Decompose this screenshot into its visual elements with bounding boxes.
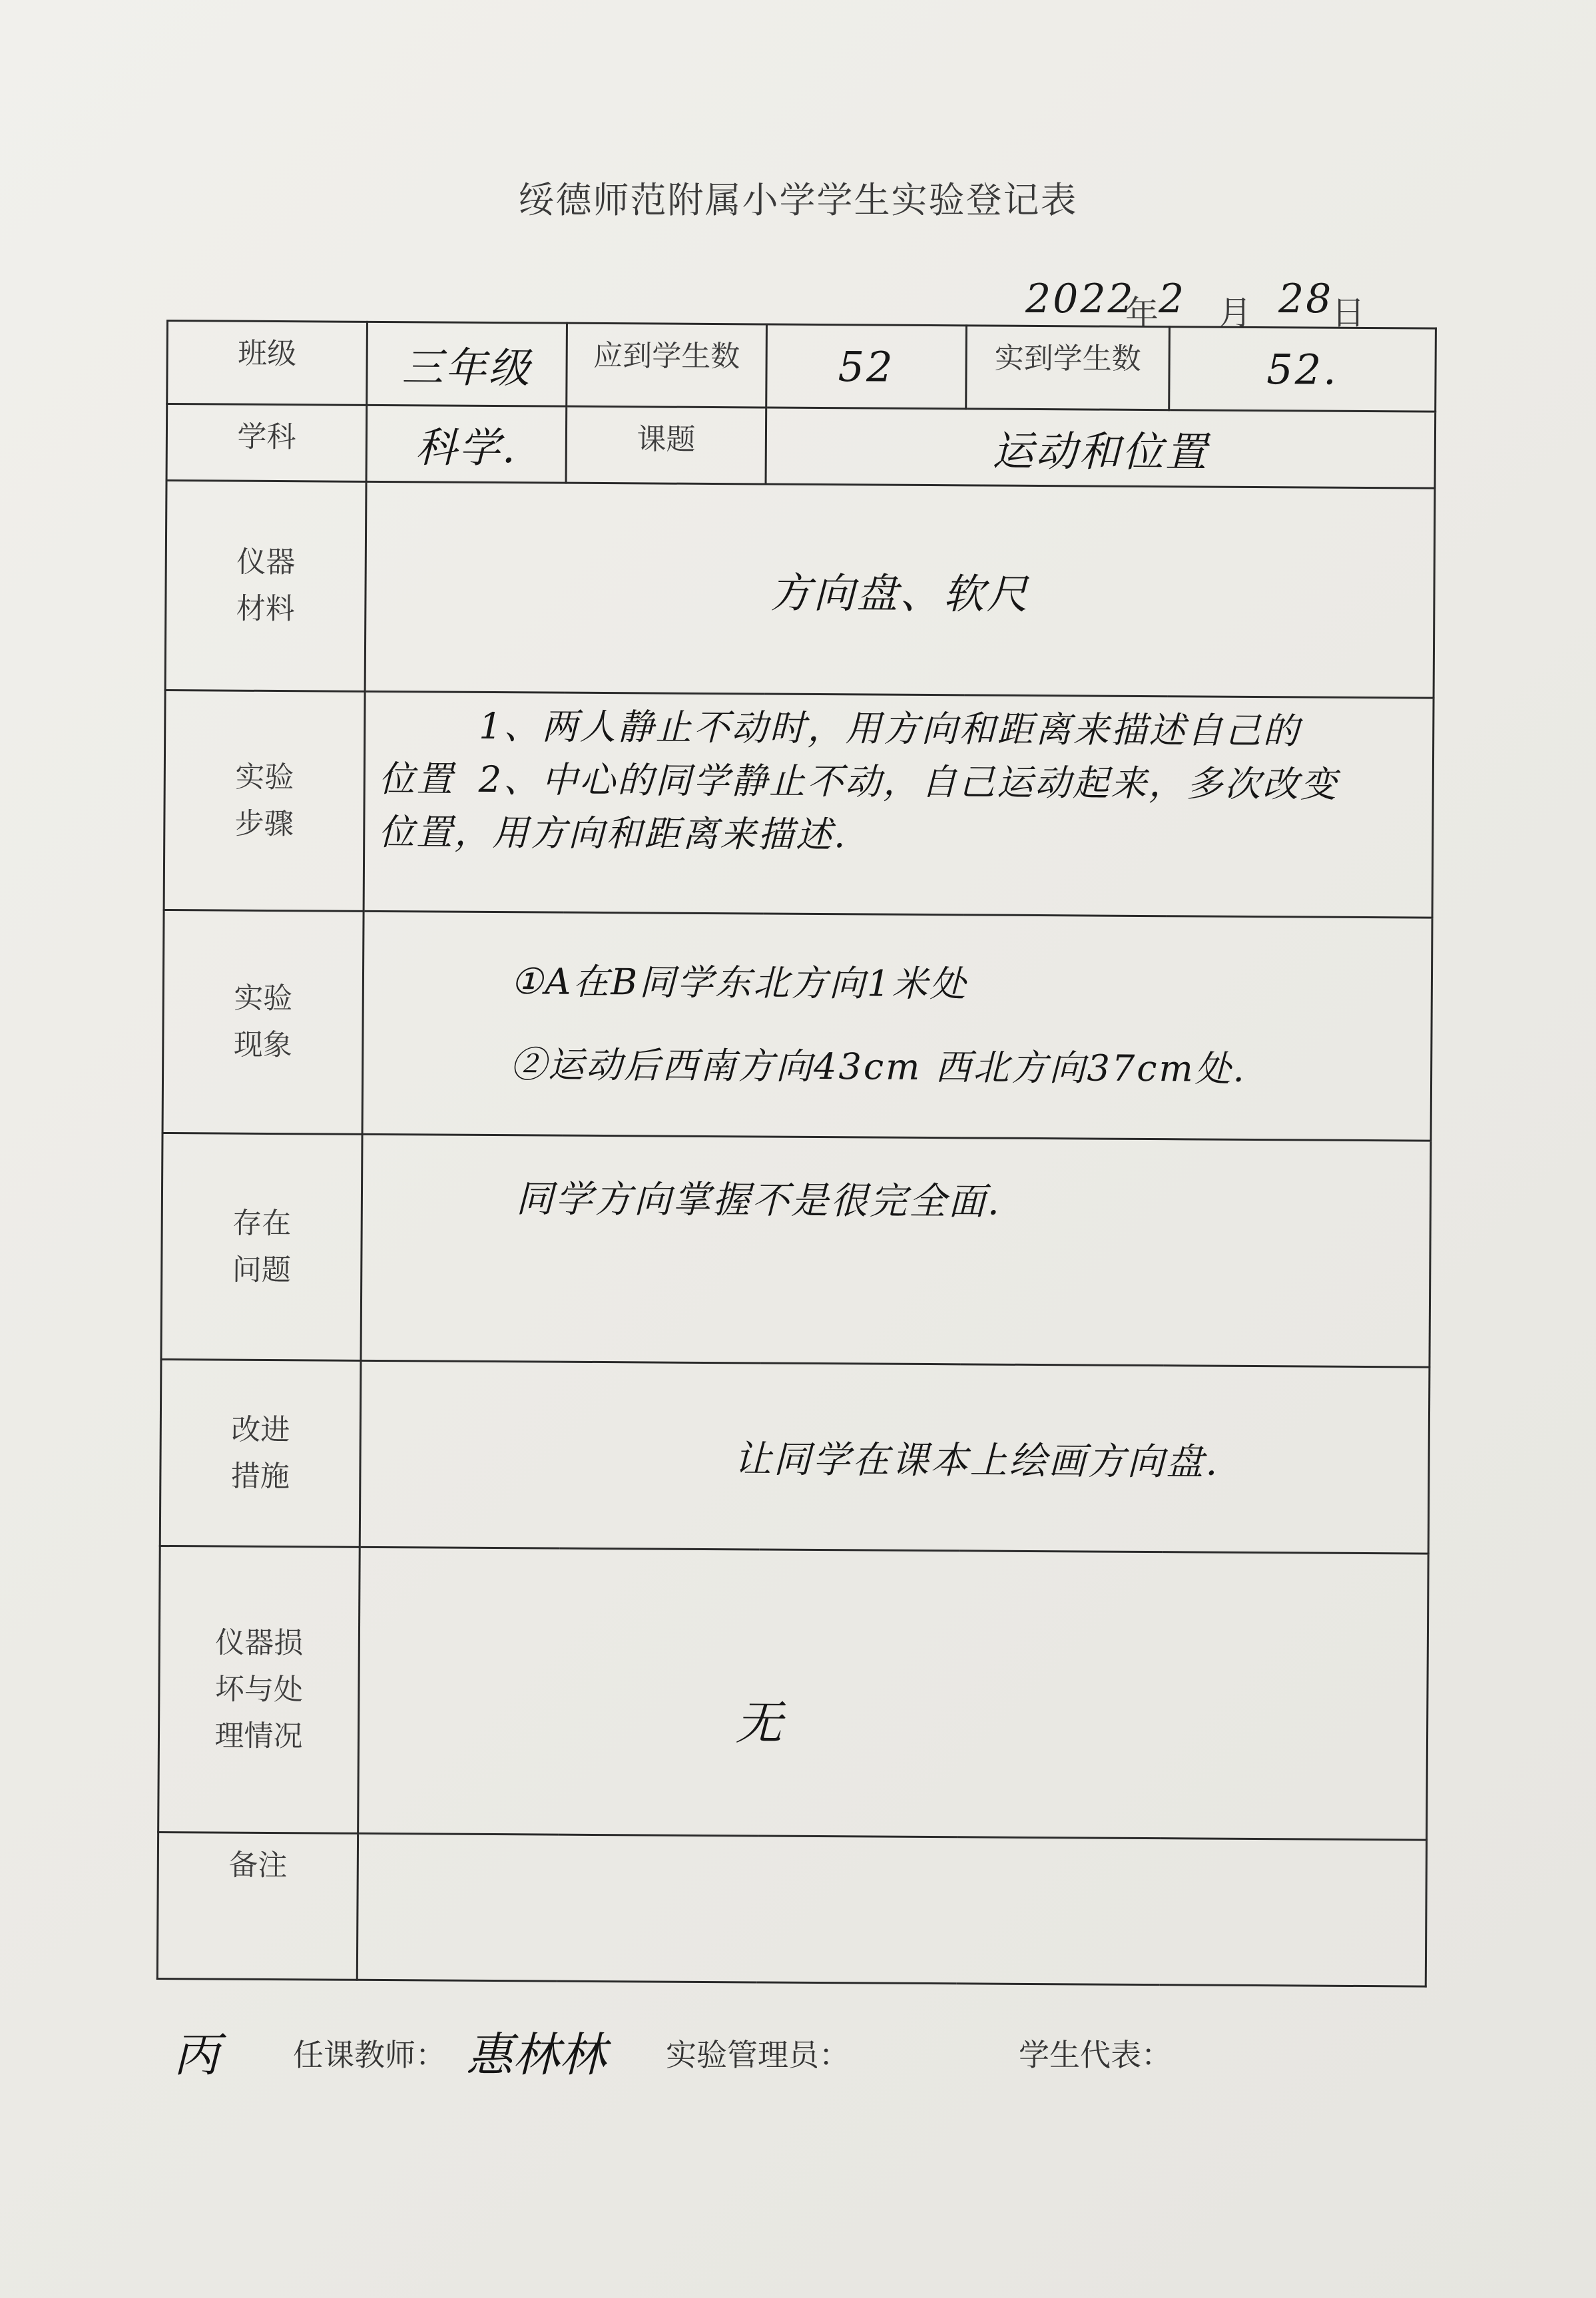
signature-footer <box>0 2004 1596 2111</box>
footer-mark: 丙 <box>173 2028 220 2082</box>
row-improvement <box>160 1359 1430 1554</box>
steps-label-text: 实验步骤 <box>234 760 294 841</box>
student-label: 学生代表： <box>1019 2037 1172 2073</box>
date-month: 2 <box>1159 276 1187 322</box>
steps-line-2: 位置 <box>378 757 455 800</box>
steps-label <box>164 690 365 911</box>
teacher-label: 任课教师： <box>293 2037 446 2073</box>
remarks-label: 备注 <box>157 1832 358 1980</box>
date-year: 2022 <box>1025 276 1135 322</box>
phenomenon-line-1: ①A在B同学东北方向1米处 <box>510 960 968 1005</box>
form-title: 绥德师范附属小学学生实验登记表 <box>518 179 1078 221</box>
date-row <box>1025 273 1372 333</box>
phenomenon-line-2: ②运动后西南方向43cm 西北方向37cm处. <box>509 1043 1247 1090</box>
steps-line-4: 位置，用方向和距离来描述. <box>378 810 848 856</box>
row-damage <box>158 1546 1429 1840</box>
improvement-label-text: 改进措施 <box>230 1412 290 1494</box>
row-materials <box>165 481 1435 699</box>
date-year-label: 年 <box>1125 294 1159 332</box>
improvement-value: 让同学在课本上绘画方向盘. <box>360 1360 1430 1554</box>
damage-label-text: 仪器损坏与处理情况 <box>214 1625 304 1753</box>
steps-line-3: 2、中心的同学静止不动，自己运动起来，多次改变 <box>478 758 1339 806</box>
date-day: 28 <box>1278 276 1334 322</box>
actual-label: 实到学生数 <box>966 326 1170 410</box>
row-steps <box>164 690 1434 918</box>
materials-label <box>165 481 366 692</box>
row-remarks <box>157 1832 1426 1986</box>
problems-label-text: 存在问题 <box>232 1206 292 1287</box>
actual-value: 52. <box>1169 327 1436 412</box>
steps-value <box>364 691 1434 918</box>
expected-label: 应到学生数 <box>567 323 767 408</box>
class-value: 三年级 <box>367 322 567 406</box>
problems-label <box>161 1133 362 1360</box>
teacher-signature: 惠林林 <box>466 2028 606 2082</box>
damage-label <box>158 1546 360 1833</box>
damage-value: 无 <box>358 1547 1429 1840</box>
steps-line-2-3 <box>379 752 1419 812</box>
remarks-value <box>357 1833 1426 1986</box>
problems-value: 同学方向掌握不是很完全面. <box>361 1134 1431 1367</box>
phenomenon-label-text: 实验现象 <box>233 981 293 1063</box>
materials-value: 方向盘、软尺 <box>365 481 1435 698</box>
phenomenon-value <box>362 911 1432 1141</box>
materials-label-text: 仪器材料 <box>236 545 296 627</box>
subject-value: 科学. <box>366 405 567 483</box>
date-month-label: 月 <box>1218 294 1252 332</box>
registration-table-wrap <box>156 320 1435 1992</box>
row-phenomenon <box>162 910 1432 1141</box>
subject-label: 学科 <box>166 404 367 482</box>
topic-label: 课题 <box>566 406 766 484</box>
row-problems <box>161 1133 1431 1367</box>
class-label: 班级 <box>167 321 368 406</box>
phenomenon-label <box>162 910 364 1134</box>
registration-table <box>156 320 1437 1988</box>
row-class <box>167 321 1436 412</box>
date-day-label: 日 <box>1332 294 1365 332</box>
admin-label: 实验管理员： <box>666 2037 850 2073</box>
steps-line-1: 1、两人静止不动时，用方向和距离来描述自己的 <box>479 705 1301 752</box>
row-subject <box>166 404 1436 489</box>
expected-value: 52 <box>766 324 967 409</box>
improvement-label <box>160 1359 361 1547</box>
topic-value: 运动和位置 <box>766 408 1436 488</box>
